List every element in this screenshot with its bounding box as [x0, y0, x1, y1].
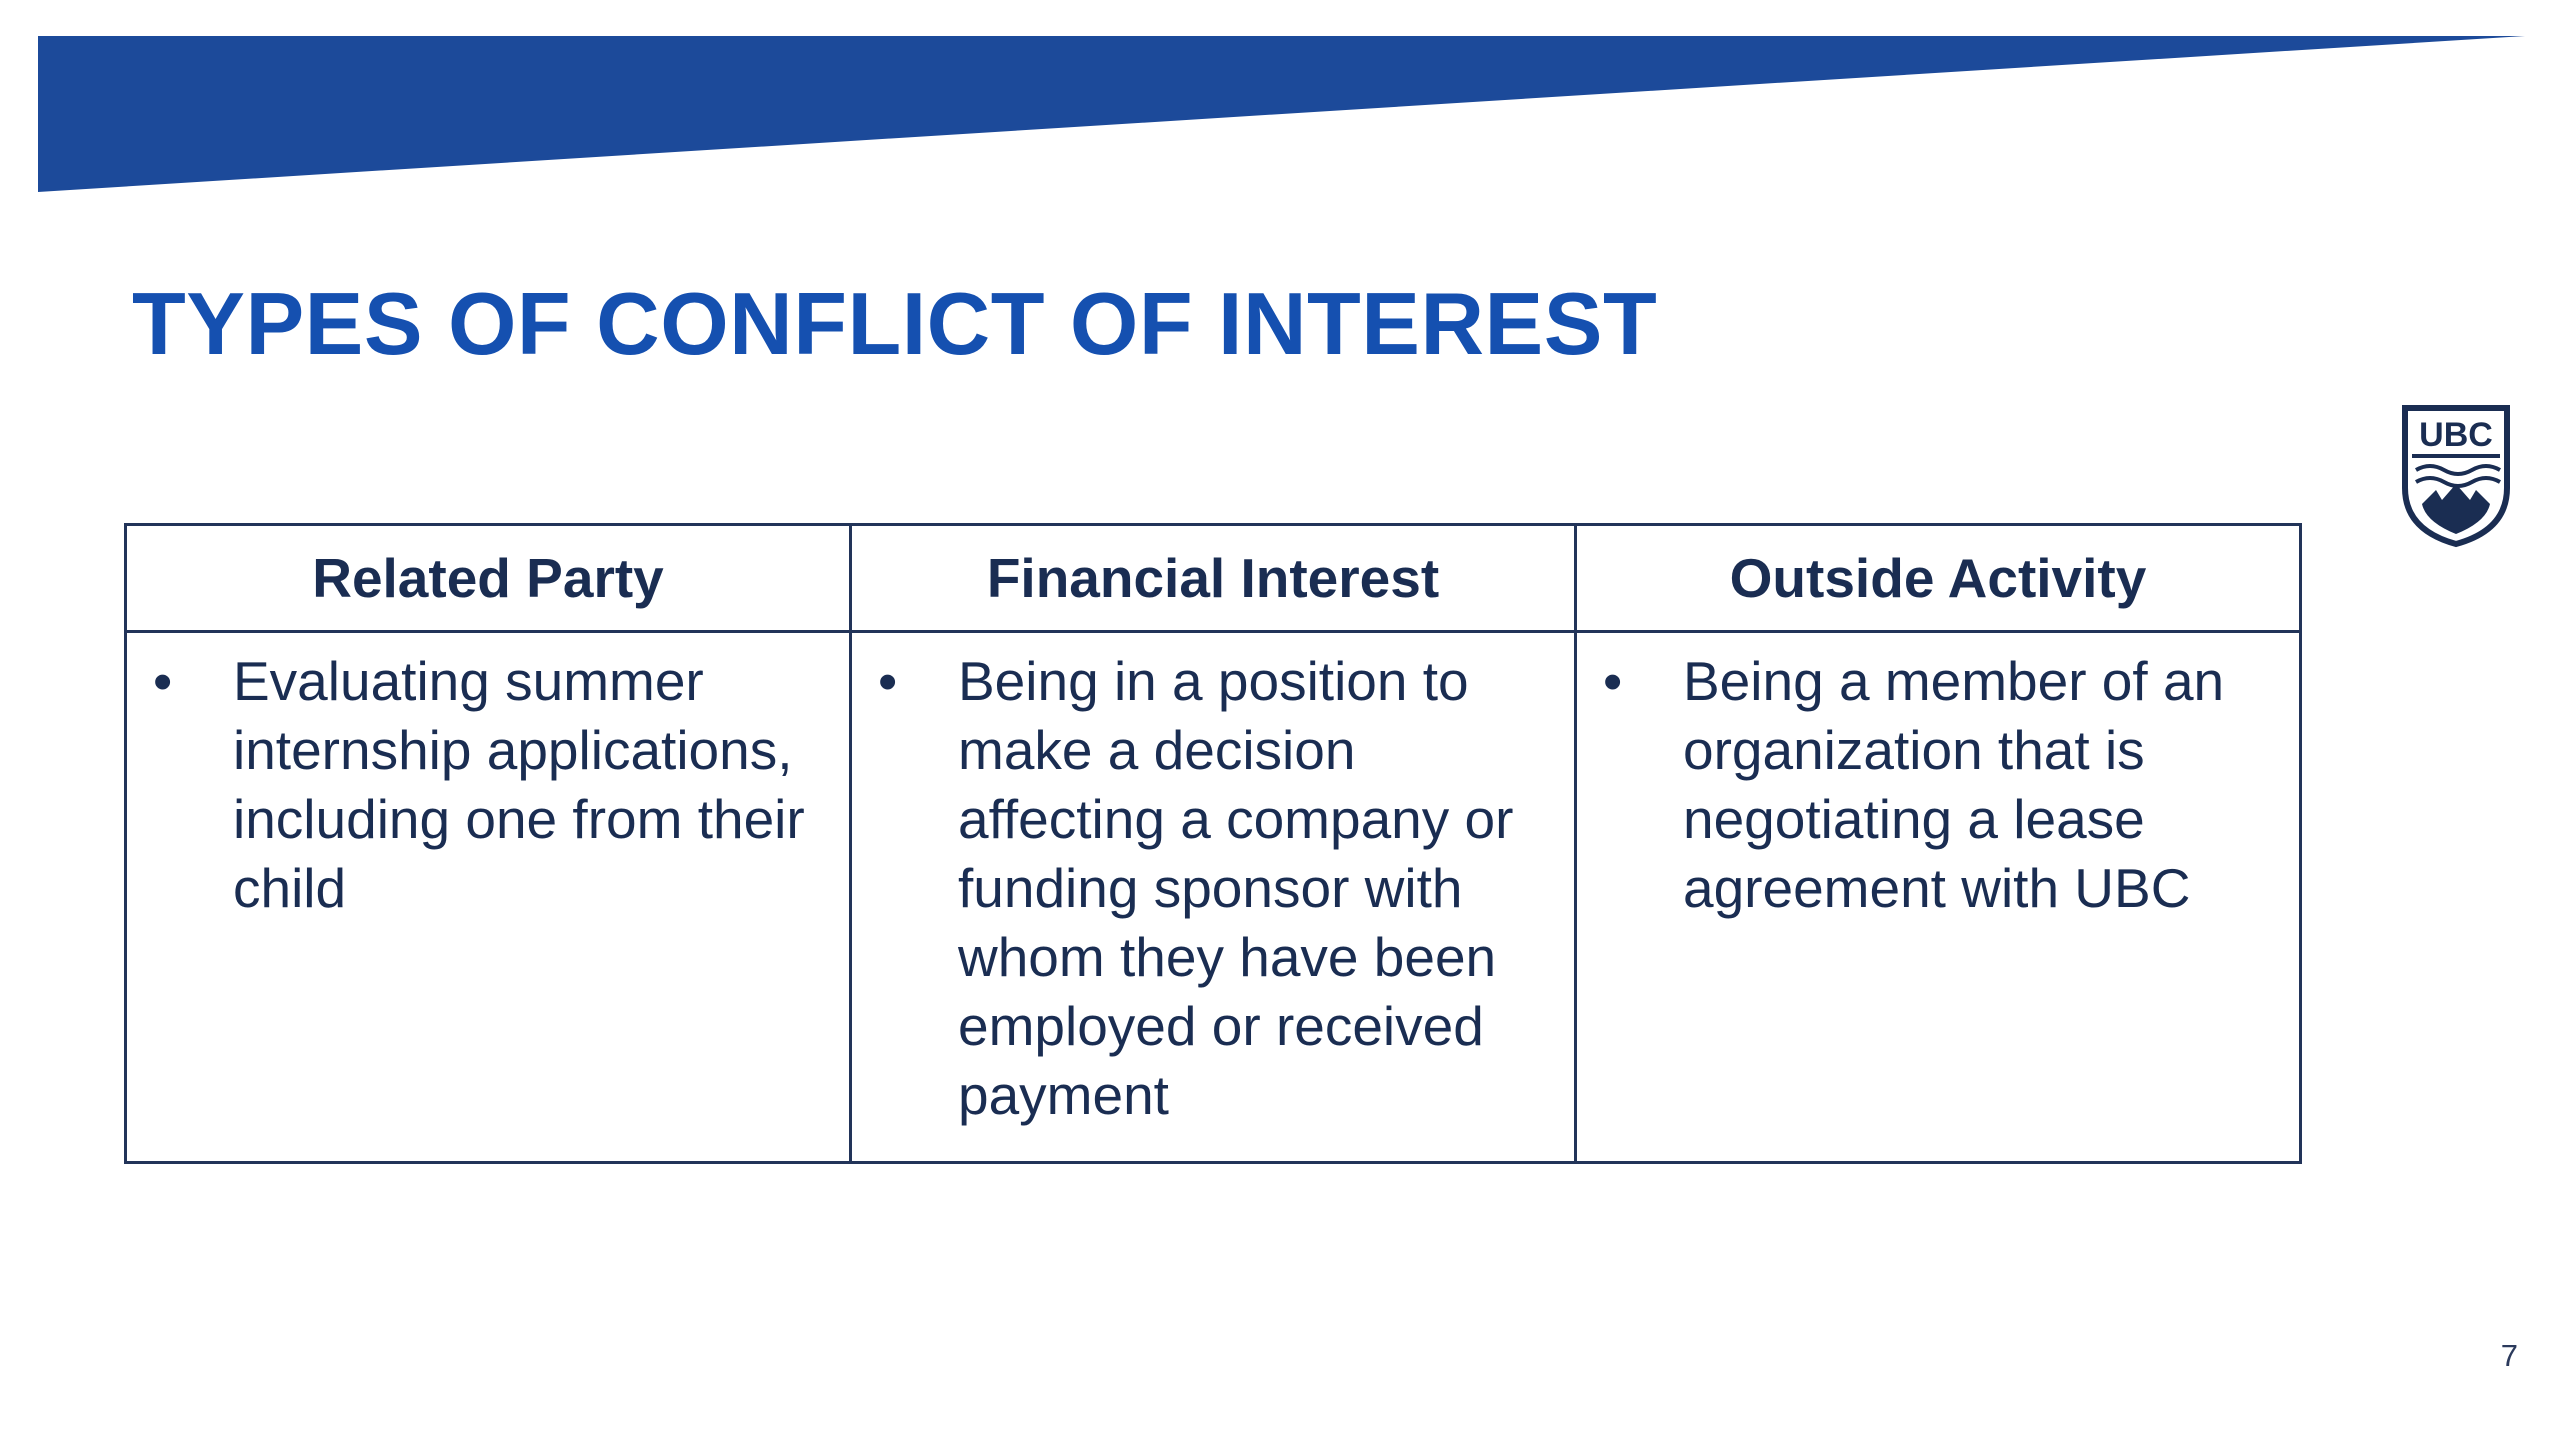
- ubc-logo: [2400, 404, 2512, 548]
- list-item: • Being in a position to make a decision affecting a company or funding sponsor with whom they have been employed or received payment: [958, 647, 1554, 1130]
- list-item: • Being a member of an organization that is negotiating a lease agreement with UBC: [1683, 647, 2279, 923]
- list-item: • Evaluating summer internship applications, including one from their child: [233, 647, 829, 923]
- logo-wordmark: UBC: [2419, 416, 2493, 454]
- column-header-financial-interest: Financial Interest: [851, 525, 1576, 632]
- logo-wave: [2416, 478, 2500, 486]
- bullet-list: [872, 647, 1554, 1130]
- column-header-outside-activity: Outside Activity: [1576, 525, 2301, 632]
- table-header-row: [126, 525, 2301, 632]
- bullet-list: [1597, 647, 2279, 923]
- banner-stripe: [38, 36, 2525, 192]
- table-cell-related-party: [126, 632, 851, 1163]
- table-cell-outside-activity: [1576, 632, 2301, 1163]
- header-banner: [0, 0, 2560, 200]
- table-row: [126, 632, 2301, 1163]
- table-cell-financial-interest: [851, 632, 1576, 1163]
- logo-wave: [2416, 466, 2500, 474]
- conflict-types-table: [124, 523, 2302, 1164]
- page-number: 7: [2500, 1338, 2518, 1373]
- slide-title: TYPES OF CONFLICT OF INTEREST: [132, 274, 1658, 373]
- sunburst-icon: [2422, 484, 2490, 534]
- bullet-list: [147, 647, 829, 923]
- column-header-related-party: Related Party: [126, 525, 851, 632]
